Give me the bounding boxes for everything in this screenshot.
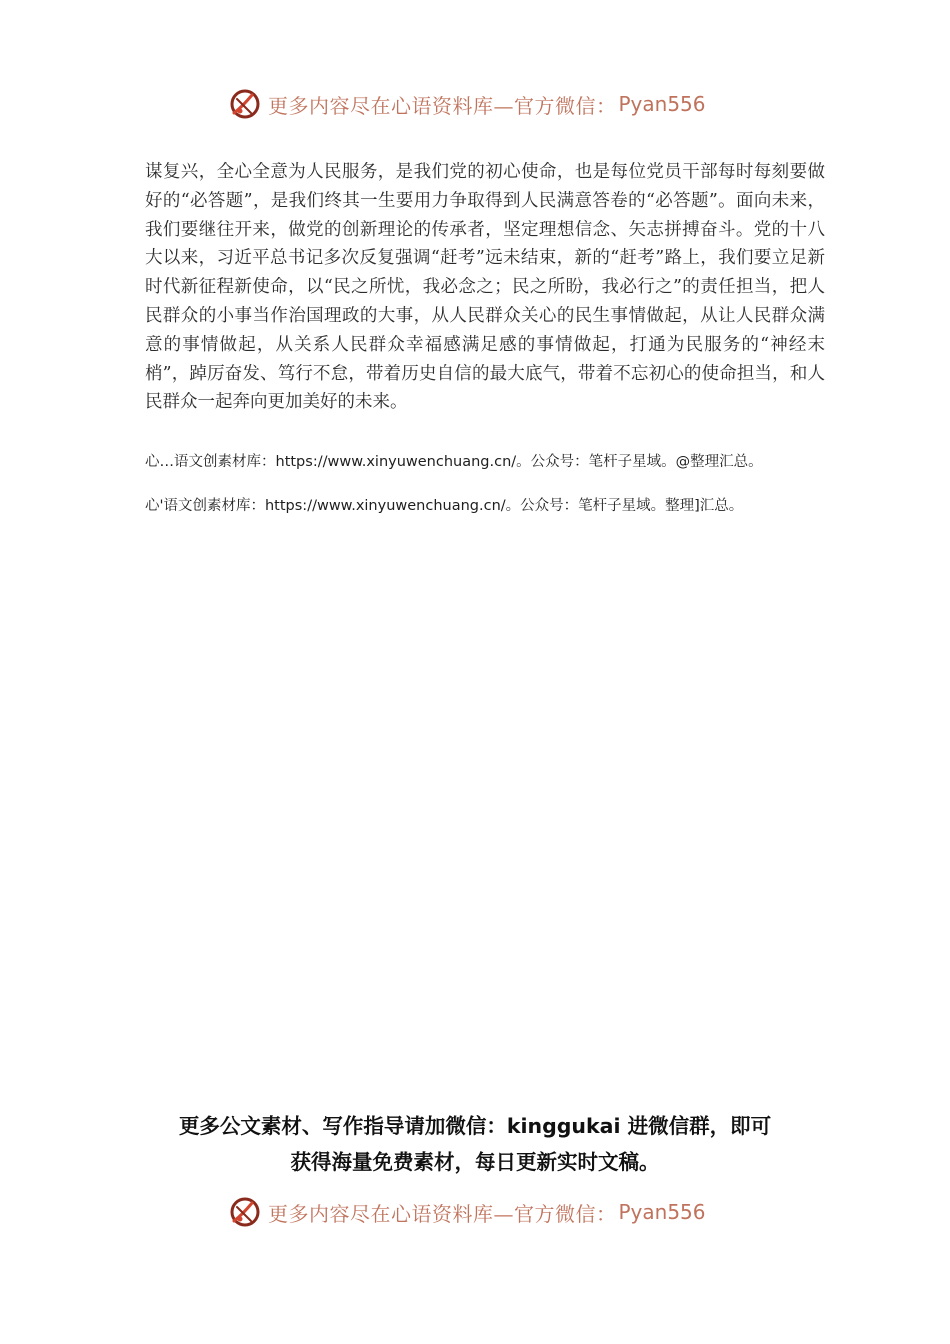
source-note-1: 心…语文创素材库：https://www.xinyuwenchuang.cn/。公众号：笔杆子星域。@整理汇总。 (145, 454, 763, 470)
footer-banner-text: 更多内容尽在心语资料库—官方微信： (268, 1201, 617, 1226)
pen-nib-logo-icon (228, 87, 262, 121)
header-banner-text: 更多内容尽在心语资料库—官方微信： (268, 93, 617, 118)
promo-line-2: 获得海量免费素材，每日更新实时文稿。 (290, 1150, 660, 1174)
footer-banner (228, 1192, 706, 1232)
body-paragraph: 谋复兴，全心全意为人民服务，是我们党的初心使命，也是每位党员干部每时每刻要做好的“必答题”，是我们终其一生要用力争取得到人民满意答卷的“必答题”。面向未来，我们要继往开来，做党的创新理论的传承者，坚定理想信念、矢志拼搏奋斗。党的十八大以来，习近平总书记多次反复强调“赶考”远未结束，新的“赶考”路上，我们要立足新时代新征程新使命，以“民之所忧，我必念之；民之所盼，我必行之”的责任担当，把人民群众的小事当作治国理政的大事，从人民群众关心的民生事情做起，从让人民群众满意的事情做起，从关系人民群众幸福感满足感的事情做起，打通为民服务的“神经末梢”，踔厉奋发、笃行不怠，带着历史自信的最大底气，带着不忘初心的使命担当，和人民群众一起奔向更加美好的未来。 (145, 162, 825, 413)
source-note-2: 心'语文创素材库：https://www.xinyuwenchuang.cn/。公众号：笔杆子星域。整理]汇总。 (145, 498, 744, 514)
promo-line-1: 更多公文素材、写作指导请加微信：kinggukai 进微信群，即可 (178, 1114, 772, 1138)
promo-block (0, 1108, 950, 1180)
pen-nib-logo-icon (228, 1195, 262, 1229)
footer-banner-wechat-id: Pyan556 (618, 1200, 706, 1224)
header-banner (228, 84, 706, 124)
header-banner-wechat-id: Pyan556 (618, 92, 706, 116)
